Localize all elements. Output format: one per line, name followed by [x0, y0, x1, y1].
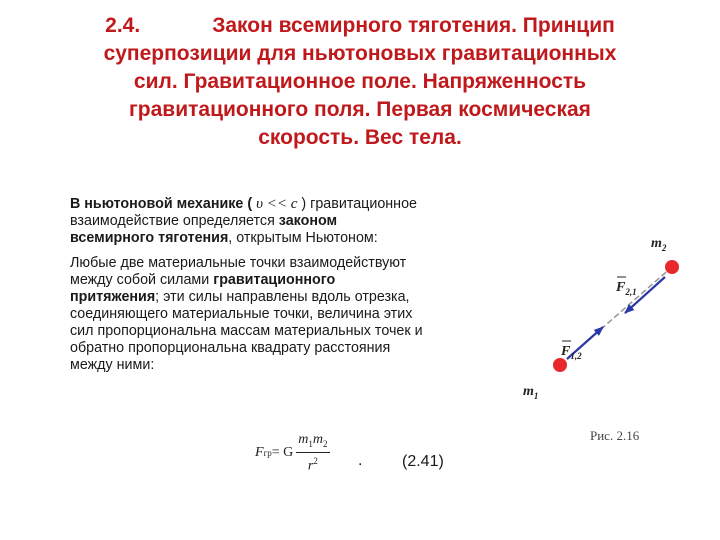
force-f12-label	[560, 341, 582, 361]
svg-text:F2,1: $F_{2,1}$	[616, 280, 637, 297]
force-f21-label	[615, 277, 637, 297]
title-line-4: гравитационного поля. Первая космическая	[129, 98, 591, 121]
section-number: 2.4.	[105, 14, 141, 37]
mass-m1-point	[553, 358, 567, 372]
title-line-3: сил. Гравитационное поле. Напряженность	[133, 70, 587, 93]
figure-caption: Рис. 2.16	[590, 428, 640, 443]
slide-title	[40, 12, 680, 152]
formula-period: .	[358, 452, 363, 469]
formula-fraction: $\frac{m_1m_2}{r^2}$	[298, 432, 328, 474]
mass-m2-label: $m_2$	[651, 236, 667, 253]
mass-m2-point	[665, 260, 679, 274]
gravitation-formula: F гр = G $\frac{m_1m_2}{r^2}$	[255, 432, 328, 474]
title-line-1: 2.4. Закон всемирного тяготения. Принцип	[40, 12, 680, 40]
svg-text:F1,2: $F_{1,2}$	[561, 344, 582, 361]
gravitation-diagram	[515, 225, 700, 410]
intro-paragraph: В ньютоновой механике ( υ << c ) гравитационное взаимодействие определяется законом всемирного тяготения, открытым Ньютоном:	[70, 196, 417, 246]
title-line-2: суперпозиции для ньютоновых гравитационных	[103, 42, 617, 65]
equation-number: (2.41)	[402, 453, 444, 470]
body-text	[70, 196, 520, 382]
mass-m1-label: $m_1$	[523, 384, 539, 401]
velocity-condition: υ << c	[256, 196, 298, 212]
title-line-5: скорость. Вес тела.	[258, 126, 462, 149]
law-paragraph: Любые две материальные точки взаимодействуют между собой силами гравитационного притяжения; эти силы направлены вдоль отрезка, соединяющего материальные точки, величина этих сил пропорциональна массам материальных точек и обратно пропорциональна квадрату расстояния между ними:	[70, 255, 423, 373]
